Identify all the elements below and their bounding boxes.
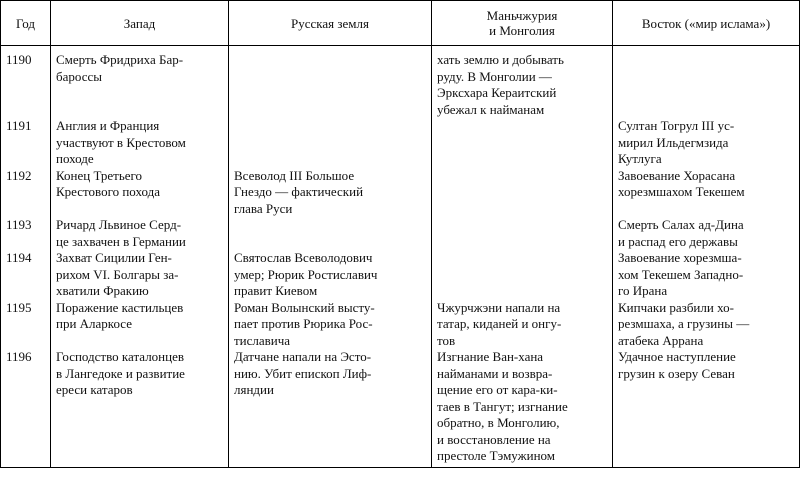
cell-east: Кипчаки разбили хо- резмшаха, а грузины — атабека Аррана — [613, 300, 800, 350]
table-row — [1, 250, 800, 300]
cell-west: Захват Сицилии Ген- рихом VI. Болгары за- хватили Фракию — [51, 250, 229, 300]
header-mongolia: Маньчжурия и Монголия — [432, 1, 613, 46]
cell-rus: Святослав Всеволодович умер; Рюрик Ростиславич правит Киевом — [229, 250, 432, 300]
cell-rus: Датчане напали на Эсто- нию. Убит епископ Лиф- ляндии — [229, 349, 432, 467]
table-row — [1, 349, 800, 467]
cell-mongolia — [432, 250, 613, 300]
cell-east: Завоевание хорезмша- хом Текешем Западно- го Ирана — [613, 250, 800, 300]
table-row — [1, 118, 800, 168]
cell-rus — [229, 217, 432, 250]
cell-east: Завоевание Хорасана хорезмшахом Текешем — [613, 168, 800, 218]
cell-mongolia — [432, 118, 613, 168]
cell-year: 1190 — [1, 46, 51, 119]
cell-year: 1192 — [1, 168, 51, 218]
cell-rus: Роман Волынский высту- пает против Рюрика Рос- тиславича — [229, 300, 432, 350]
cell-year: 1191 — [1, 118, 51, 168]
cell-rus: Всеволод III Большое Гнездо — фактический глава Руси — [229, 168, 432, 218]
cell-year: 1195 — [1, 300, 51, 350]
header-row — [1, 1, 800, 46]
cell-east: Удачное наступление грузин к озеру Севан — [613, 349, 800, 467]
table-row — [1, 46, 800, 119]
table-row — [1, 168, 800, 218]
cell-mongolia: Чжурчжэни напали на татар, киданей и онгу- тов — [432, 300, 613, 350]
cell-mongolia: хать землю и добывать руду. В Монголии — Эрксхара Кераитский убежал к найманам — [432, 46, 613, 119]
cell-west: Господство каталонцев в Лангедоке и развитие ереси катаров — [51, 349, 229, 467]
cell-east: Султан Тогрул III ус- мирил Ильдегмзида Кутлуга — [613, 118, 800, 168]
cell-rus — [229, 118, 432, 168]
cell-mongolia: Изгнание Ван-хана найманами и возвра- щение его от кара-ки- таев в Тангут; изгнание обратно, в Монголию, и восстановление на престоле Тэмужином — [432, 349, 613, 467]
header-west: Запад — [51, 1, 229, 46]
cell-year: 1194 — [1, 250, 51, 300]
cell-west: Ричард Львиное Серд- це захвачен в Германии — [51, 217, 229, 250]
table-body — [1, 46, 800, 468]
cell-year: 1196 — [1, 349, 51, 467]
cell-west: Конец Третьего Крестового похода — [51, 168, 229, 218]
cell-east: Смерть Салах ад-Дина и распад его державы — [613, 217, 800, 250]
header-east: Восток («мир ислама») — [613, 1, 800, 46]
cell-west: Смерть Фридриха Бар- бароссы — [51, 46, 229, 119]
cell-rus — [229, 46, 432, 119]
table-row — [1, 217, 800, 250]
table-row — [1, 300, 800, 350]
cell-mongolia — [432, 168, 613, 218]
header-year: Год — [1, 1, 51, 46]
cell-year: 1193 — [1, 217, 51, 250]
table-header — [1, 1, 800, 46]
cell-west: Поражение кастильцев при Аларкосе — [51, 300, 229, 350]
cell-west: Англия и Франция участвуют в Крестовом походе — [51, 118, 229, 168]
cell-east — [613, 46, 800, 119]
header-rus: Русская земля — [229, 1, 432, 46]
cell-mongolia — [432, 217, 613, 250]
